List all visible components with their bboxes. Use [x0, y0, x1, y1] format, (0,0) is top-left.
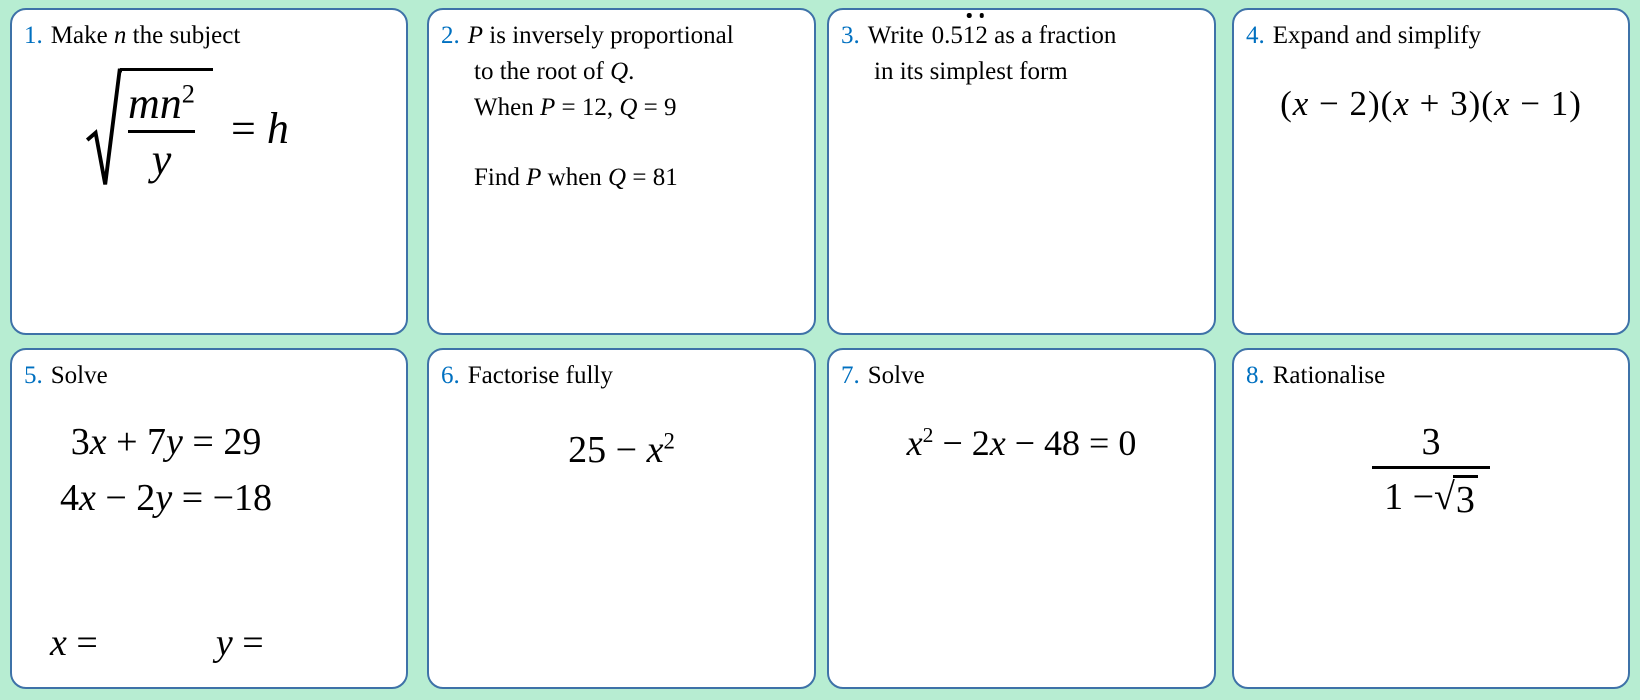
recurring-digit-2: 2 — [975, 18, 988, 54]
radical-sign-icon — [86, 68, 122, 188]
square-root — [1434, 475, 1478, 524]
fraction-denominator: y — [128, 130, 195, 186]
question-title-2 — [441, 18, 802, 54]
variable-x: x — [906, 423, 923, 463]
formula-surd-fraction — [1372, 420, 1490, 523]
line-text: = 9 — [637, 94, 677, 121]
question-number-2: 2. — [441, 22, 460, 49]
variable-P: P — [467, 22, 484, 49]
equation-2: 4x − 2y = −18 — [60, 477, 273, 519]
question-title-3 — [841, 18, 1202, 54]
fraction — [128, 79, 195, 185]
title-text: Expand and simplify — [1272, 22, 1482, 49]
title-text: Factorise fully — [467, 362, 613, 389]
question-card-3 — [827, 8, 1216, 335]
line-text: when — [541, 164, 609, 191]
variable-Q: Q — [610, 58, 629, 85]
question-title-4 — [1246, 18, 1616, 54]
question-card-2 — [427, 8, 816, 335]
answer-slot-y: y = — [215, 622, 264, 664]
formula-factorise: $25 - x^2$ — [568, 428, 675, 471]
question-number-8: 8. — [1246, 362, 1265, 389]
question-card-4 — [1232, 8, 1630, 335]
question-card-6 — [427, 348, 816, 689]
question-card-8 — [1232, 348, 1630, 689]
line-text: = 81 — [626, 164, 678, 191]
exponent: 2 — [663, 428, 675, 454]
question-card-1 — [10, 8, 408, 335]
question-line-2 — [441, 54, 802, 90]
question-number-6: 6. — [441, 362, 460, 389]
question-number-4: 4. — [1246, 22, 1265, 49]
line-text: = 12, — [555, 94, 620, 121]
title-text: Make — [50, 22, 114, 49]
question-title-6 — [441, 358, 802, 394]
fraction-denominator: 1 − √ 3 — [1372, 466, 1490, 524]
question-card-7 — [827, 348, 1216, 689]
question-number-1: 1. — [24, 22, 43, 49]
line-text: Find — [474, 164, 527, 191]
title-text: Solve — [867, 362, 925, 389]
question-number-5: 5. — [24, 362, 43, 389]
radical-sign-icon: √ — [1434, 475, 1455, 518]
recurring-decimal: 0.512 — [932, 22, 988, 49]
radicand: 3 — [1453, 475, 1478, 524]
variable-Q: Q — [608, 164, 627, 191]
title-text: Rationalise — [1272, 362, 1386, 389]
title-text: the subject — [126, 22, 241, 49]
formula-expand: (x − 2)(x + 3)(x − 1) — [1280, 84, 1582, 123]
answer-slots — [50, 621, 264, 665]
question-number-3: 3. — [841, 22, 860, 49]
title-variable: n — [113, 22, 127, 49]
variable-Q: Q — [619, 94, 638, 121]
answer-slot-x: x = — [50, 622, 98, 664]
line-text: When — [474, 94, 540, 121]
line-text: is inversely proportional — [483, 22, 734, 49]
question-line-2: in its simplest form — [874, 58, 1068, 85]
question-card-5 — [10, 348, 408, 689]
variable-P: P — [526, 164, 542, 191]
line-text: to the root of — [474, 58, 611, 85]
question-number-7: 7. — [841, 362, 860, 389]
question-title-5 — [24, 358, 394, 394]
formula-sqrt-fraction — [86, 68, 289, 188]
line-text: Write — [867, 22, 924, 49]
fraction-numerator: 3 — [1421, 421, 1441, 463]
formula-quadratic: $x^2 - 2x - 48 = 0$ — [906, 423, 1137, 463]
question-title-7 — [841, 358, 1202, 394]
question-line-4 — [441, 160, 802, 196]
radicand — [120, 68, 213, 188]
question-title-1 — [24, 18, 394, 54]
title-text: Solve — [50, 362, 108, 389]
exponent: 2 — [181, 78, 195, 109]
question-line-3 — [441, 90, 802, 126]
line-text: as a fraction — [987, 22, 1117, 49]
equation-rhs: = h — [230, 103, 289, 153]
question-title-8 — [1246, 358, 1616, 394]
square-root — [86, 68, 213, 188]
fraction-numerator: $mn^2$ — [128, 78, 195, 128]
recurring-digit-1: 1 — [963, 18, 976, 54]
exponent: 2 — [922, 423, 934, 447]
simultaneous-equations — [60, 414, 272, 526]
line-text: . — [628, 58, 635, 85]
equation-1: 3x + 7y = 29 — [70, 421, 262, 463]
variable-P: P — [539, 94, 556, 121]
